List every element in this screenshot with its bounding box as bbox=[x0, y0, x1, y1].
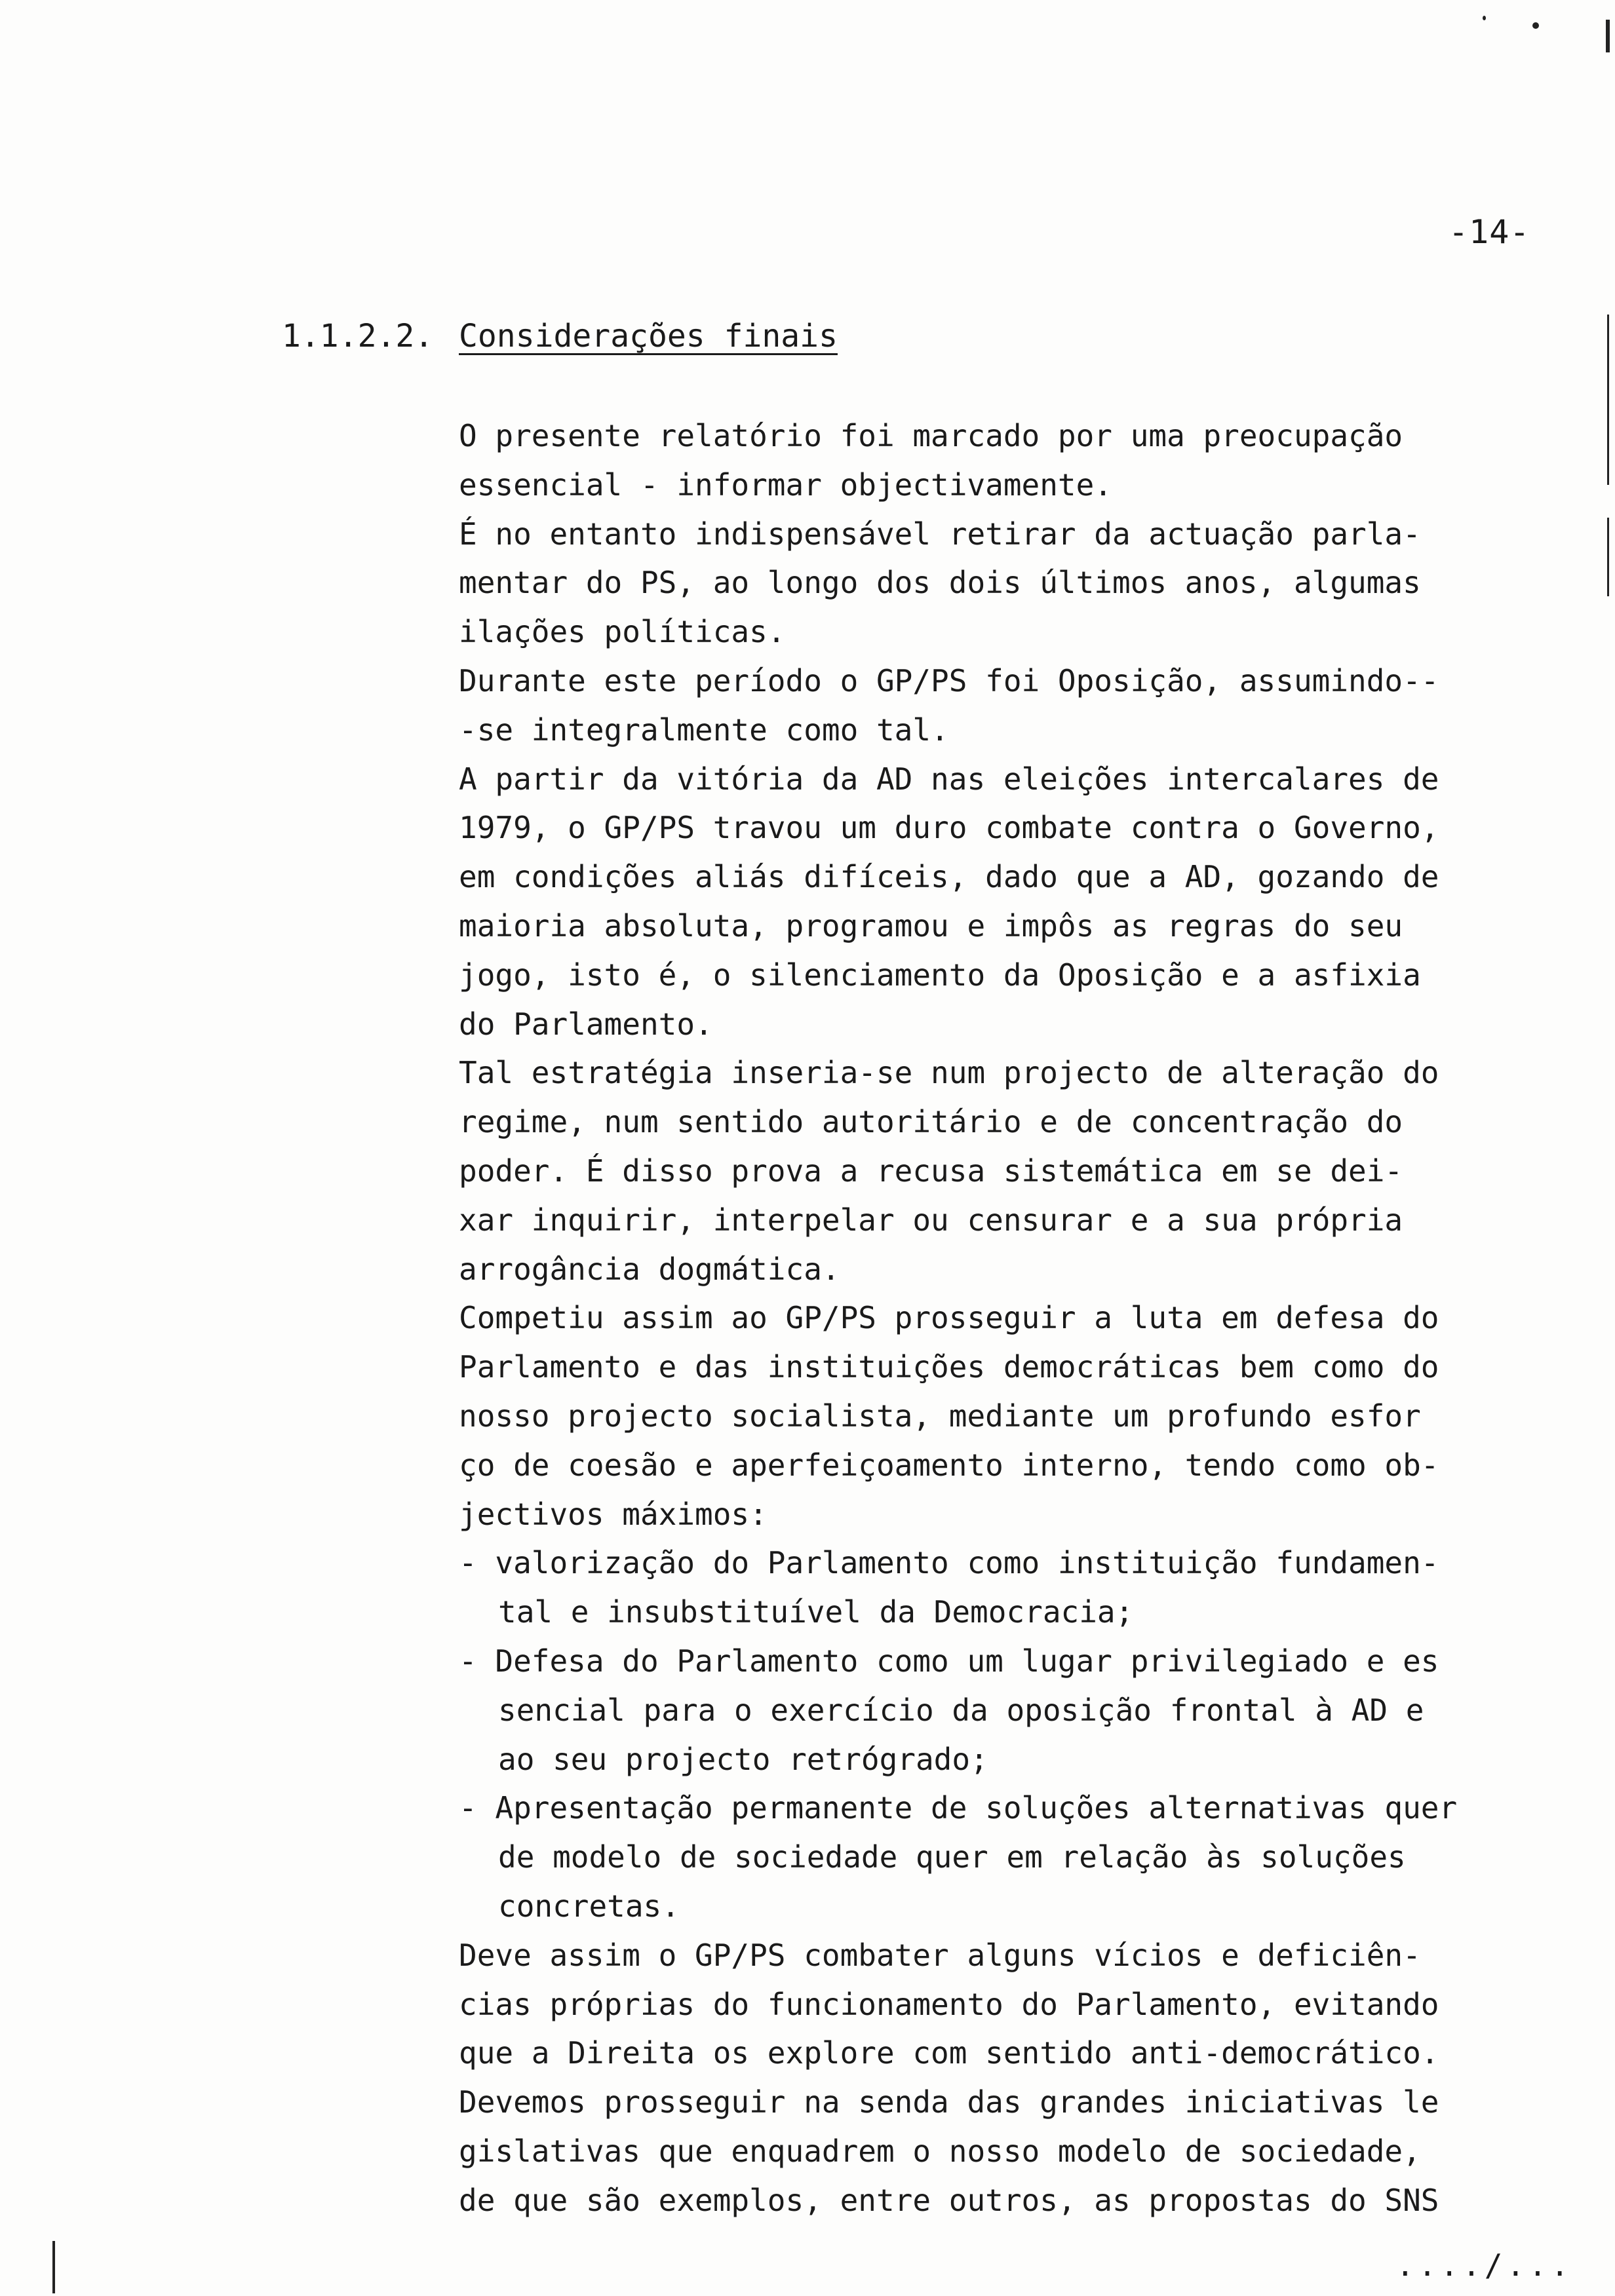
text-line: arrogância dogmática. bbox=[459, 1251, 840, 1287]
text-line: essencial - informar objectivamente. bbox=[459, 467, 1112, 503]
text-line: xar inquirir, interpelar ou censurar e a sua própria bbox=[459, 1202, 1403, 1238]
scan-margin-mark bbox=[1607, 518, 1609, 596]
text-line: que a Direita os explore com sentido anti-democrático. bbox=[459, 2035, 1439, 2071]
text-line: poder. É disso prova a recusa sistemática em se dei- bbox=[459, 1153, 1403, 1189]
text-line: ço de coesão e aperfeiçoamento interno, tendo como ob- bbox=[459, 1447, 1439, 1483]
continuation-marker: ..../... bbox=[1396, 2248, 1573, 2283]
scan-margin-mark bbox=[1606, 20, 1610, 52]
text-line: - Apresentação permanente de soluções alternativas quer bbox=[459, 1790, 1458, 1826]
text-line: ao seu projecto retrógrado; bbox=[498, 1741, 988, 1777]
text-line: ilações políticas. bbox=[459, 614, 786, 650]
text-line: Devemos prosseguir na senda das grandes iniciativas le bbox=[459, 2084, 1439, 2120]
text-line: do Parlamento. bbox=[459, 1006, 713, 1042]
section-heading bbox=[282, 318, 838, 354]
text-line: sencial para o exercício da oposição frontal à AD e bbox=[498, 1692, 1424, 1728]
text-line: de que são exemplos, entre outros, as propostas do SNS bbox=[459, 2182, 1439, 2218]
section-title: Considerações finais bbox=[459, 318, 838, 354]
scan-margin-mark bbox=[52, 2241, 55, 2293]
text-line: mentar do PS, ao longo dos dois últimos anos, algumas bbox=[459, 565, 1421, 601]
text-line: 1979, o GP/PS travou um duro combate contra o Governo, bbox=[459, 810, 1439, 846]
text-line: O presente relatório foi marcado por uma preocupação bbox=[459, 418, 1403, 453]
text-line: Competiu assim ao GP/PS prosseguir a luta em defesa do bbox=[459, 1300, 1439, 1336]
text-line: Parlamento e das instituições democráticas bem como do bbox=[459, 1349, 1439, 1385]
text-line: - Defesa do Parlamento como um lugar privilegiado e es bbox=[459, 1643, 1439, 1679]
scan-dot bbox=[1483, 16, 1486, 20]
text-line: cias próprias do funcionamento do Parlamento, evitando bbox=[459, 1986, 1439, 2022]
text-line: -se integralmente como tal. bbox=[459, 712, 949, 748]
section-number: 1.1.2.2. bbox=[282, 318, 434, 354]
text-line: maioria absoluta, programou e impôs as regras do seu bbox=[459, 908, 1403, 944]
text-line: em condições aliás difíceis, dado que a AD, gozando de bbox=[459, 859, 1439, 895]
text-line: É no entanto indispensável retirar da actuação parla- bbox=[459, 516, 1421, 552]
text-line: Durante este período o GP/PS foi Oposição, assumindo-- bbox=[459, 662, 1439, 698]
text-line: jogo, isto é, o silenciamento da Oposição e a asfixia bbox=[459, 957, 1421, 993]
text-line: - valorização do Parlamento como instituição fundamen- bbox=[459, 1545, 1439, 1581]
page-number: -14- bbox=[1449, 213, 1530, 251]
body-text bbox=[459, 411, 1534, 2225]
scan-margin-mark bbox=[1607, 315, 1609, 485]
text-line: gislativas que enquadrem o nosso modelo de sociedade, bbox=[459, 2133, 1421, 2169]
text-line: Deve assim o GP/PS combater alguns vícios e deficiên- bbox=[459, 1937, 1421, 1973]
text-line: A partir da vitória da AD nas eleições intercalares de bbox=[459, 761, 1439, 797]
text-line: Tal estratégia inseria-se num projecto de alteração do bbox=[459, 1055, 1439, 1091]
scan-dot bbox=[1532, 22, 1539, 29]
text-line: tal e insubstituível da Democracia; bbox=[498, 1594, 1134, 1630]
text-line: jectivos máximos: bbox=[459, 1496, 768, 1532]
text-line: nosso projecto socialista, mediante um profundo esfor bbox=[459, 1398, 1421, 1434]
text-line: regime, num sentido autoritário e de concentração do bbox=[459, 1104, 1403, 1140]
text-line: concretas. bbox=[498, 1888, 680, 1924]
text-line: de modelo de sociedade quer em relação às soluções bbox=[498, 1839, 1406, 1875]
